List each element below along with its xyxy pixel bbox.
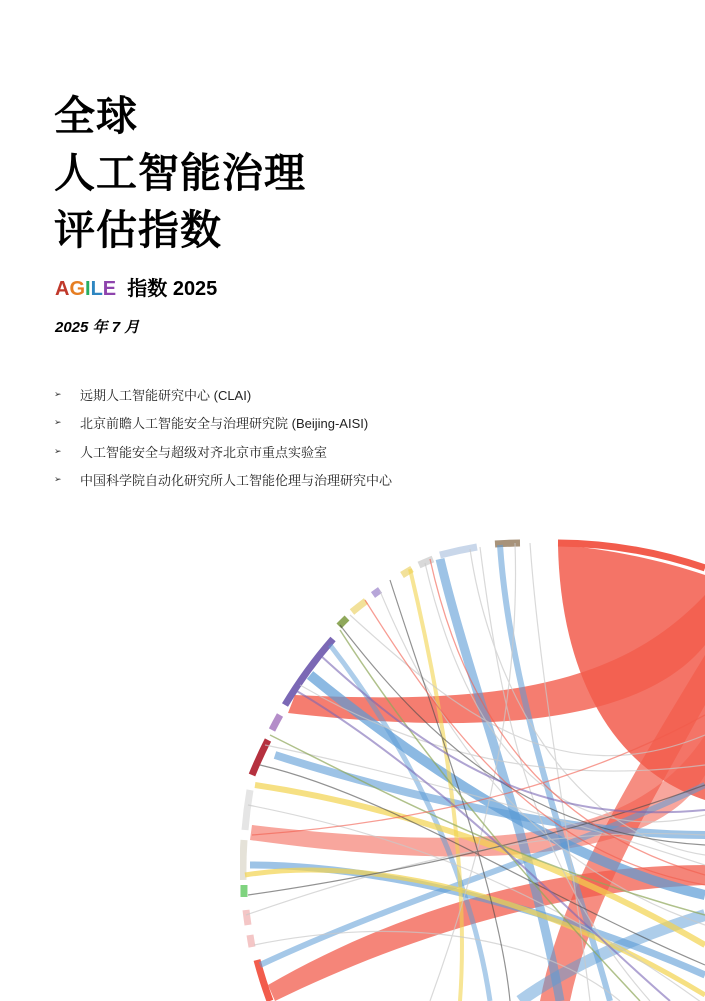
agile-letter-e: E [102,278,117,300]
agile-letter-i: I [85,278,91,300]
list-item [54,437,392,466]
publication-date: 2025 年 7 月 [55,319,140,336]
chord-diagram-illustration [240,535,705,1001]
index-subtitle [55,272,217,301]
agile-wordmark [55,278,122,300]
list-item [54,466,392,495]
agile-letter-g: G [69,278,86,300]
organization-name: 北京前瞻人工智能安全与治理研究院 (Beijing-AISI) [80,416,369,432]
title-line-3: 评估指数 [54,206,222,254]
chord-ribbons [245,543,705,1001]
arrowhead-bullet-icon: ➢ [54,445,62,456]
organization-list [54,380,392,494]
organization-name: 远期人工智能研究中心 (CLAI) [80,387,252,403]
list-item [54,409,392,438]
arrowhead-bullet-icon: ➢ [54,417,62,428]
title-line-1: 全球 [54,92,138,140]
cover-title [54,88,306,259]
agile-letter-l: L [90,278,103,300]
arrowhead-bullet-icon: ➢ [54,474,62,485]
organization-name: 中国科学院自动化研究所人工智能伦理与治理研究中心 [80,473,393,489]
arrowhead-bullet-icon: ➢ [54,388,62,399]
organization-name: 人工智能安全与超级对齐北京市重点实验室 [80,444,328,460]
list-item [54,380,392,409]
title-line-2: 人工智能治理 [54,149,306,197]
subtitle-rest: 指数 2025 [121,278,218,300]
agile-letter-a: A [55,278,70,300]
